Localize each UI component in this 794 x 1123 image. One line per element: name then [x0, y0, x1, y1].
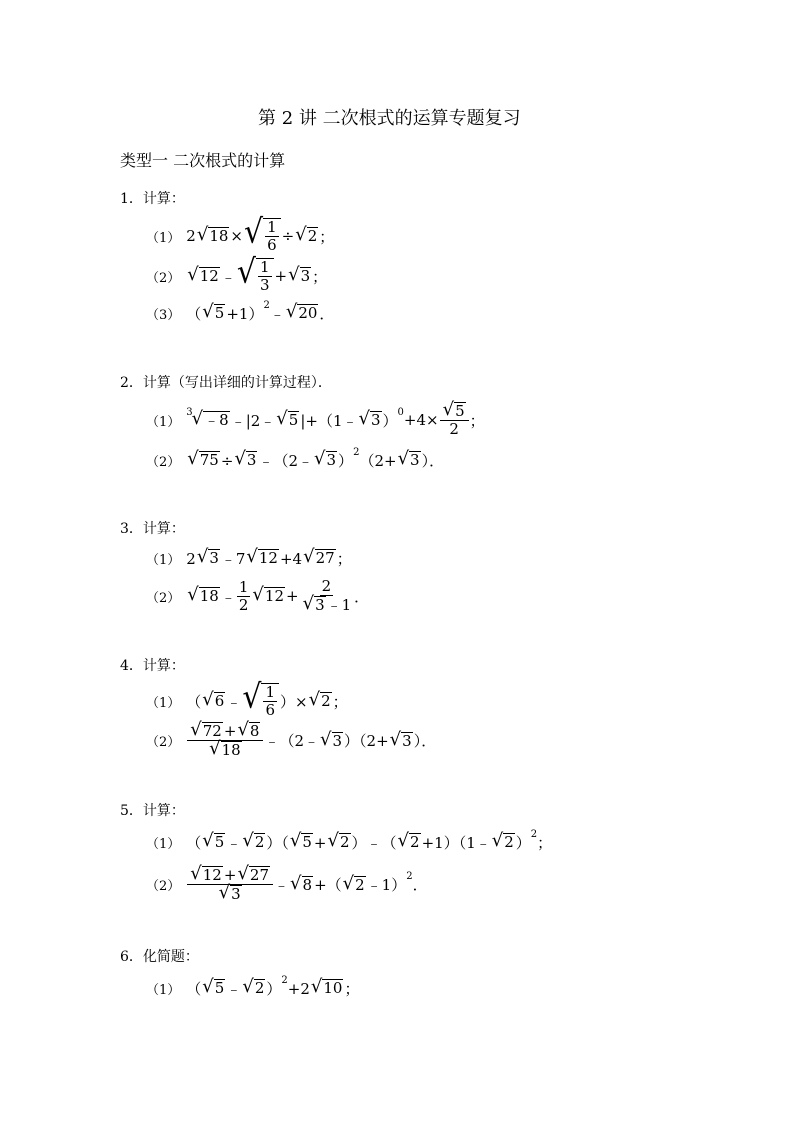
q4-item-2 [146, 719, 437, 760]
radicand: 3 [410, 451, 420, 470]
term: |+（1﹣ [300, 411, 358, 430]
sqrt: √ 12 [187, 264, 219, 286]
item-label: （2） [146, 590, 181, 606]
item-label: （1） [146, 983, 181, 998]
radicand: 2 [504, 833, 514, 852]
sqrt: √ 3 [196, 546, 219, 568]
item-label: （1） [146, 837, 181, 852]
fraction [263, 684, 277, 720]
page-title: 第 2 讲 二次根式的运算专题复习 [258, 108, 521, 129]
sqrt: √ 3 [302, 593, 325, 615]
sqrt: √ 18 [209, 738, 241, 760]
sqrt: √ 5 [202, 976, 225, 998]
punct: ； [312, 267, 328, 286]
sqrt: √ 12 [190, 863, 222, 884]
radicand: 5 [288, 411, 299, 430]
sqrt: √ 27 [303, 546, 335, 568]
sqrt: √ 72 [190, 719, 222, 740]
fraction [187, 863, 273, 904]
item-label: （1） [146, 553, 181, 568]
numerator: 1 [265, 683, 276, 701]
term: +4 [279, 549, 303, 568]
math-expression [186, 719, 437, 760]
radicand: 2 [254, 979, 265, 998]
radicand: 3 [402, 731, 412, 750]
fraction [187, 719, 263, 760]
sqrt: √ 10 [310, 976, 343, 998]
term: ﹣（2﹣ [258, 452, 314, 470]
operator: + [223, 866, 237, 884]
radicand: 3 [231, 885, 241, 904]
sqrt: √ 8 [237, 719, 260, 740]
radicand: 72 [202, 722, 222, 740]
punct: ）． [413, 732, 437, 751]
radicand: 8 [249, 722, 260, 740]
question-2-label: 2．计算（写出详细的计算过程）． [120, 375, 332, 391]
math-expression [186, 212, 335, 255]
q1-item-1 [146, 212, 335, 255]
math-expression [186, 399, 485, 439]
punct: ； [319, 227, 335, 246]
q1-item-2 [146, 252, 328, 295]
exponent: 0 [397, 406, 404, 418]
paren: ） [338, 452, 354, 470]
sqrt: √ 18 [187, 584, 219, 606]
term: ）（2+ [344, 732, 389, 751]
term: +1） [226, 305, 264, 323]
radicand: 3 [370, 411, 381, 430]
fraction [265, 219, 279, 255]
operator: ﹣ [269, 305, 285, 323]
radicand: 2 [410, 833, 420, 852]
exponent: 2 [281, 975, 288, 986]
sqrt: √ 3 [397, 448, 420, 470]
sqrt: √ 2 [308, 689, 331, 711]
term: +4× [403, 411, 439, 430]
term: ）× [280, 692, 308, 711]
term: ）﹣（ [351, 834, 397, 852]
denominator: 2 [238, 595, 249, 614]
coef: 2 [186, 227, 196, 246]
radicand: 3 [326, 451, 337, 470]
term: ﹣1 [326, 596, 352, 615]
sqrt: √ 2 [491, 830, 514, 852]
exponent: 2 [263, 300, 270, 311]
term: ﹣|2﹣ [230, 411, 276, 430]
radicand: 3 [315, 596, 325, 615]
math-expression [186, 548, 351, 569]
term: ﹣（2﹣ [264, 732, 320, 751]
sqrt: √ 3 [218, 882, 241, 904]
exponent: 2 [353, 447, 360, 458]
punct: ； [344, 980, 360, 998]
fraction [237, 579, 251, 615]
fraction [440, 399, 469, 439]
paren: ） [266, 980, 282, 998]
punct: ； [469, 411, 485, 430]
sqrt: √ 2 [327, 830, 350, 852]
term: +（ [314, 876, 342, 895]
radicand: 5 [455, 402, 465, 420]
punct: ． [354, 587, 370, 606]
q6-item-1 [146, 975, 360, 999]
term: +2 [287, 979, 310, 998]
sqrt: √ 6 [202, 689, 225, 711]
math-expression [186, 300, 335, 324]
sqrt: √ 3 [389, 728, 412, 750]
radicand: 27 [249, 866, 270, 884]
radicand: 12 [202, 866, 222, 884]
operator: + [286, 587, 299, 606]
sqrt: √ 20 [285, 301, 318, 323]
punct: ． [412, 876, 428, 895]
radicand: 2 [339, 833, 350, 852]
fraction [300, 578, 354, 615]
term: ﹣1） [366, 876, 407, 895]
denominator: 3 [260, 276, 270, 295]
section-heading: 类型一 二次根式的计算 [120, 151, 286, 170]
sqrt: √ 5 [276, 408, 299, 430]
sqrt: √ 2 [242, 830, 265, 852]
sqrt: √ 2 [397, 830, 420, 852]
math-expression [186, 829, 553, 853]
punct: ； [332, 692, 348, 711]
term: +1）（1﹣ [421, 834, 491, 852]
radicand: 18 [199, 587, 219, 606]
radicand: 3 [332, 731, 343, 750]
q5-item-1 [146, 829, 553, 853]
radicand: 10 [323, 979, 343, 998]
paren: （ [186, 692, 202, 711]
punct: ； [336, 550, 352, 568]
sqrt: √ 2 [242, 976, 265, 998]
question-3-label: 3．计算： [120, 521, 185, 537]
q3-item-2 [146, 578, 369, 615]
q2-item-1 [146, 399, 485, 439]
sqrt: √ 12 [246, 546, 278, 568]
radicand: 20 [298, 304, 318, 323]
sqrt: √ 18 [196, 224, 229, 246]
sqrt: √ 3 [320, 728, 343, 750]
item-label: （2） [146, 879, 181, 895]
sqrt: √ 5 [442, 399, 465, 420]
exponent: 2 [530, 829, 538, 840]
radicand: 6 [214, 692, 225, 711]
numerator: 1 [267, 218, 277, 236]
operator: ﹣ [274, 876, 290, 895]
radicand: 12 [199, 267, 219, 286]
numerator: 2 [321, 577, 332, 595]
math-expression [186, 447, 445, 471]
radicand: 5 [214, 304, 225, 323]
math-expression [186, 252, 328, 295]
radicand: 5 [214, 979, 225, 998]
radicand: 8 [302, 875, 313, 894]
q5-item-2 [146, 863, 428, 904]
radicand: 2 [355, 875, 365, 894]
operator: ﹣ [220, 587, 236, 606]
operator: ﹣ [226, 980, 242, 998]
question-1-label: 1．计算： [120, 191, 185, 207]
q3-item-1 [146, 548, 352, 569]
paren: （ [186, 305, 202, 323]
radicand: 5 [302, 833, 312, 852]
sqrt: √ $\frac{1}{6}$ [242, 683, 279, 720]
radicand: 3 [246, 451, 257, 470]
operator: ﹣ [226, 692, 242, 711]
denominator: 6 [267, 236, 277, 255]
sqrt: √ 3 [288, 264, 311, 286]
sqrt: √ $\frac{1}{6}$ [244, 218, 281, 255]
q2-item-2 [146, 447, 445, 471]
sqrt: √ 5 [202, 301, 225, 323]
sqrt: √ 5 [289, 830, 312, 852]
term: ﹣7 [220, 550, 246, 568]
radicand: ﹣8 [204, 411, 229, 430]
radicand: 12 [264, 587, 284, 606]
sqrt: √ 8 [290, 872, 313, 894]
item-label: （2） [146, 735, 181, 751]
radicand: 2 [321, 692, 331, 711]
punct: ． [319, 305, 335, 323]
sqrt: √ 75 [187, 448, 219, 470]
item-label: （2） [146, 270, 181, 286]
operator: ÷ [281, 227, 295, 246]
question-6-label: 6．化简题： [120, 949, 199, 965]
question-5-label: 5．计算： [120, 803, 185, 819]
sqrt: √ 2 [295, 224, 318, 246]
radicand: 3 [300, 267, 311, 286]
radicand: 12 [258, 549, 278, 568]
sqrt: √ 12 [252, 584, 284, 606]
math-expression [186, 677, 348, 720]
root-index: 3 [186, 406, 193, 418]
sqrt: √ 2 [342, 872, 365, 894]
item-label: （1） [146, 230, 181, 246]
operator: × [230, 227, 243, 246]
radicand: 27 [315, 549, 335, 568]
operator: ﹣ [220, 267, 236, 286]
sqrt: √ 5 [202, 830, 225, 852]
radicand: 18 [209, 227, 229, 246]
math-expression [186, 975, 360, 999]
operator: + [274, 267, 288, 286]
cube-root: √ ﹣8 [191, 408, 229, 430]
sqrt: √ 3 [314, 448, 337, 470]
item-label: （2） [146, 455, 181, 470]
item-label: （3） [146, 308, 181, 323]
operator: + [313, 833, 327, 852]
exponent: 2 [406, 871, 413, 883]
paren: ）（ [266, 834, 289, 852]
punct: ）． [421, 452, 445, 470]
punct: ； [537, 834, 553, 852]
paren: （ [186, 834, 202, 852]
math-expression [186, 863, 428, 904]
sqrt: √ 27 [237, 863, 270, 884]
numerator: 1 [260, 258, 270, 276]
item-label: （1） [146, 414, 181, 430]
radicand: 2 [254, 833, 265, 852]
numerator: 1 [238, 577, 249, 596]
term: （2+ [359, 452, 397, 470]
operator: + [223, 722, 237, 740]
operator: ÷ [220, 451, 234, 470]
operator: ﹣ [226, 834, 242, 852]
q1-item-3 [146, 300, 335, 324]
paren: ） [515, 834, 531, 852]
coef: 2 [186, 549, 196, 568]
radicand: 5 [214, 833, 225, 852]
math-expression [186, 578, 369, 615]
question-4-label: 4．计算： [120, 658, 185, 674]
sqrt: √ $\frac{1}{3}$ [237, 258, 274, 295]
denominator: 2 [449, 420, 459, 439]
radicand: 3 [209, 549, 219, 568]
item-label: （1） [146, 695, 181, 711]
q4-item-1 [146, 677, 348, 720]
paren: （ [186, 980, 202, 998]
sqrt: √ 3 [358, 408, 381, 430]
paren: ） [382, 411, 398, 430]
radicand: 75 [199, 451, 219, 470]
sqrt: √ 3 [234, 448, 257, 470]
fraction [258, 259, 272, 295]
radicand: 18 [221, 741, 241, 760]
denominator: 6 [265, 701, 276, 720]
radicand: 2 [307, 227, 318, 246]
